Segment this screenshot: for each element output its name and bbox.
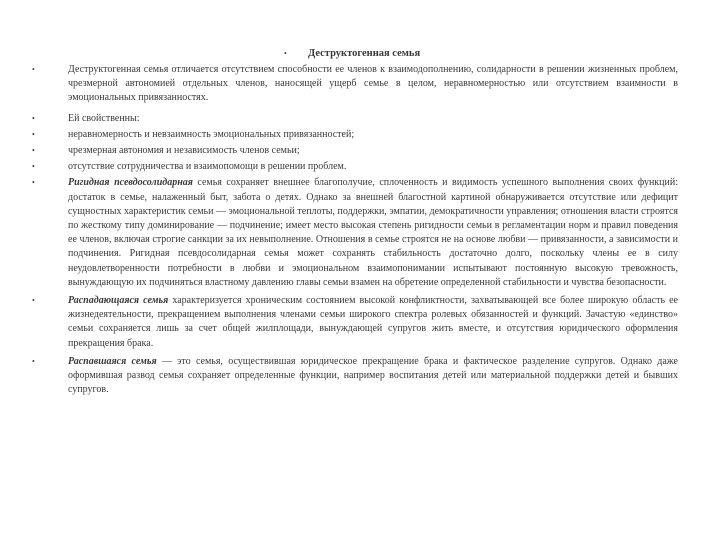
item-text: Ей свойственны: [68,112,140,124]
bullet: • [32,113,35,123]
item-text: семья сохраняет внешнее благополучие, сплоченность и видимость успешного выполнения своих функций: достаток в семье, налаженный быт, забота о детях. Однако за внешней благостной картиной обнаруживается отсутствие или дефицит сущностных характеристик семьи — эмоциональной теплоты, поддержки, эмпатии, демократичности управления; отношения власти строятся по жесткому типу доминирование — подчинение; имеет место высокая степень ригидности семьи в регламентации норм и правил поведения ее членов, включая строгие санкции за их невыполнение. Отношения в семье строятся не на основе любви — привязанности, а зависимости и подчинения. Ригидная псевдосолидарная семья может сохранять стабильность достаточно долго, поскольку члены ее в силу неудовлетворенности потребности в любви и эмоциональном взаимопонимании испытывают постоянную высокую тревожность, вынуждающую их подчиняться властному давлению главы семьи взамен на обретение определенной стабильности и чувства безопасности. [68,177,678,288]
list-item [32,128,678,142]
bullet: • [32,296,35,306]
item-text: — это семья, осуществившая юридическое прекращение брака и фактическое разделение супругов. Однако даже оформившая развод семья сохраняет определенные функции, например воспитания детей или материальной поддержки детей и бывших супругов. [68,355,678,396]
bullet: • [32,146,35,156]
list-item [32,160,678,174]
item-text: чрезмерная автономия и независимость членов семьи; [68,145,300,157]
list-item [32,176,678,290]
section-title [284,47,420,61]
item-lead: Ригидная псевдосолидарная [68,177,193,189]
item-text: отсутствие сотрудничества и взаимопомощи в решении проблем. [68,161,347,173]
bullet-list [32,63,678,401]
title-text: Деструктогенная семья [308,48,421,59]
list-item [32,144,678,158]
list-item [32,112,678,126]
list-item [32,294,678,351]
bullet: • [284,49,287,58]
list-item [32,63,678,106]
bullet: • [32,162,35,172]
item-lead: Распадающаяся семья [68,295,169,307]
item-text: Деструктогенная семья отличается отсутствием способности ее членов к взаимодополнению, солидарности в решении жизненных проблем, чрезмерной автономией отдельных членов, наносящей ущерб семье в целом, неравномерностью или отсутствием взаимности в эмоциональных привязанностях. [68,64,678,104]
list-item [32,355,678,398]
bullet: • [32,356,35,366]
item-text: неравномерность и невзаимность эмоциональных привязанностей; [68,128,355,140]
bullet: • [32,129,35,139]
item-lead: Распавшаяся семья [68,355,157,367]
bullet: • [32,178,35,188]
bullet: • [32,65,35,74]
item-text: характеризуется хроническим состоянием высокой конфликтности, захватывающей все более широкую область ее жизнедеятельности, прекращением выполнения членами семьи широкого спектра ролевых обязанностей и функций. Зачастую «единство» семьи сохраняется лишь за счет общей жилплощади, вынуждающей супругов жить вместе, и отсутствия юридического оформления прекращения брака. [68,295,678,349]
